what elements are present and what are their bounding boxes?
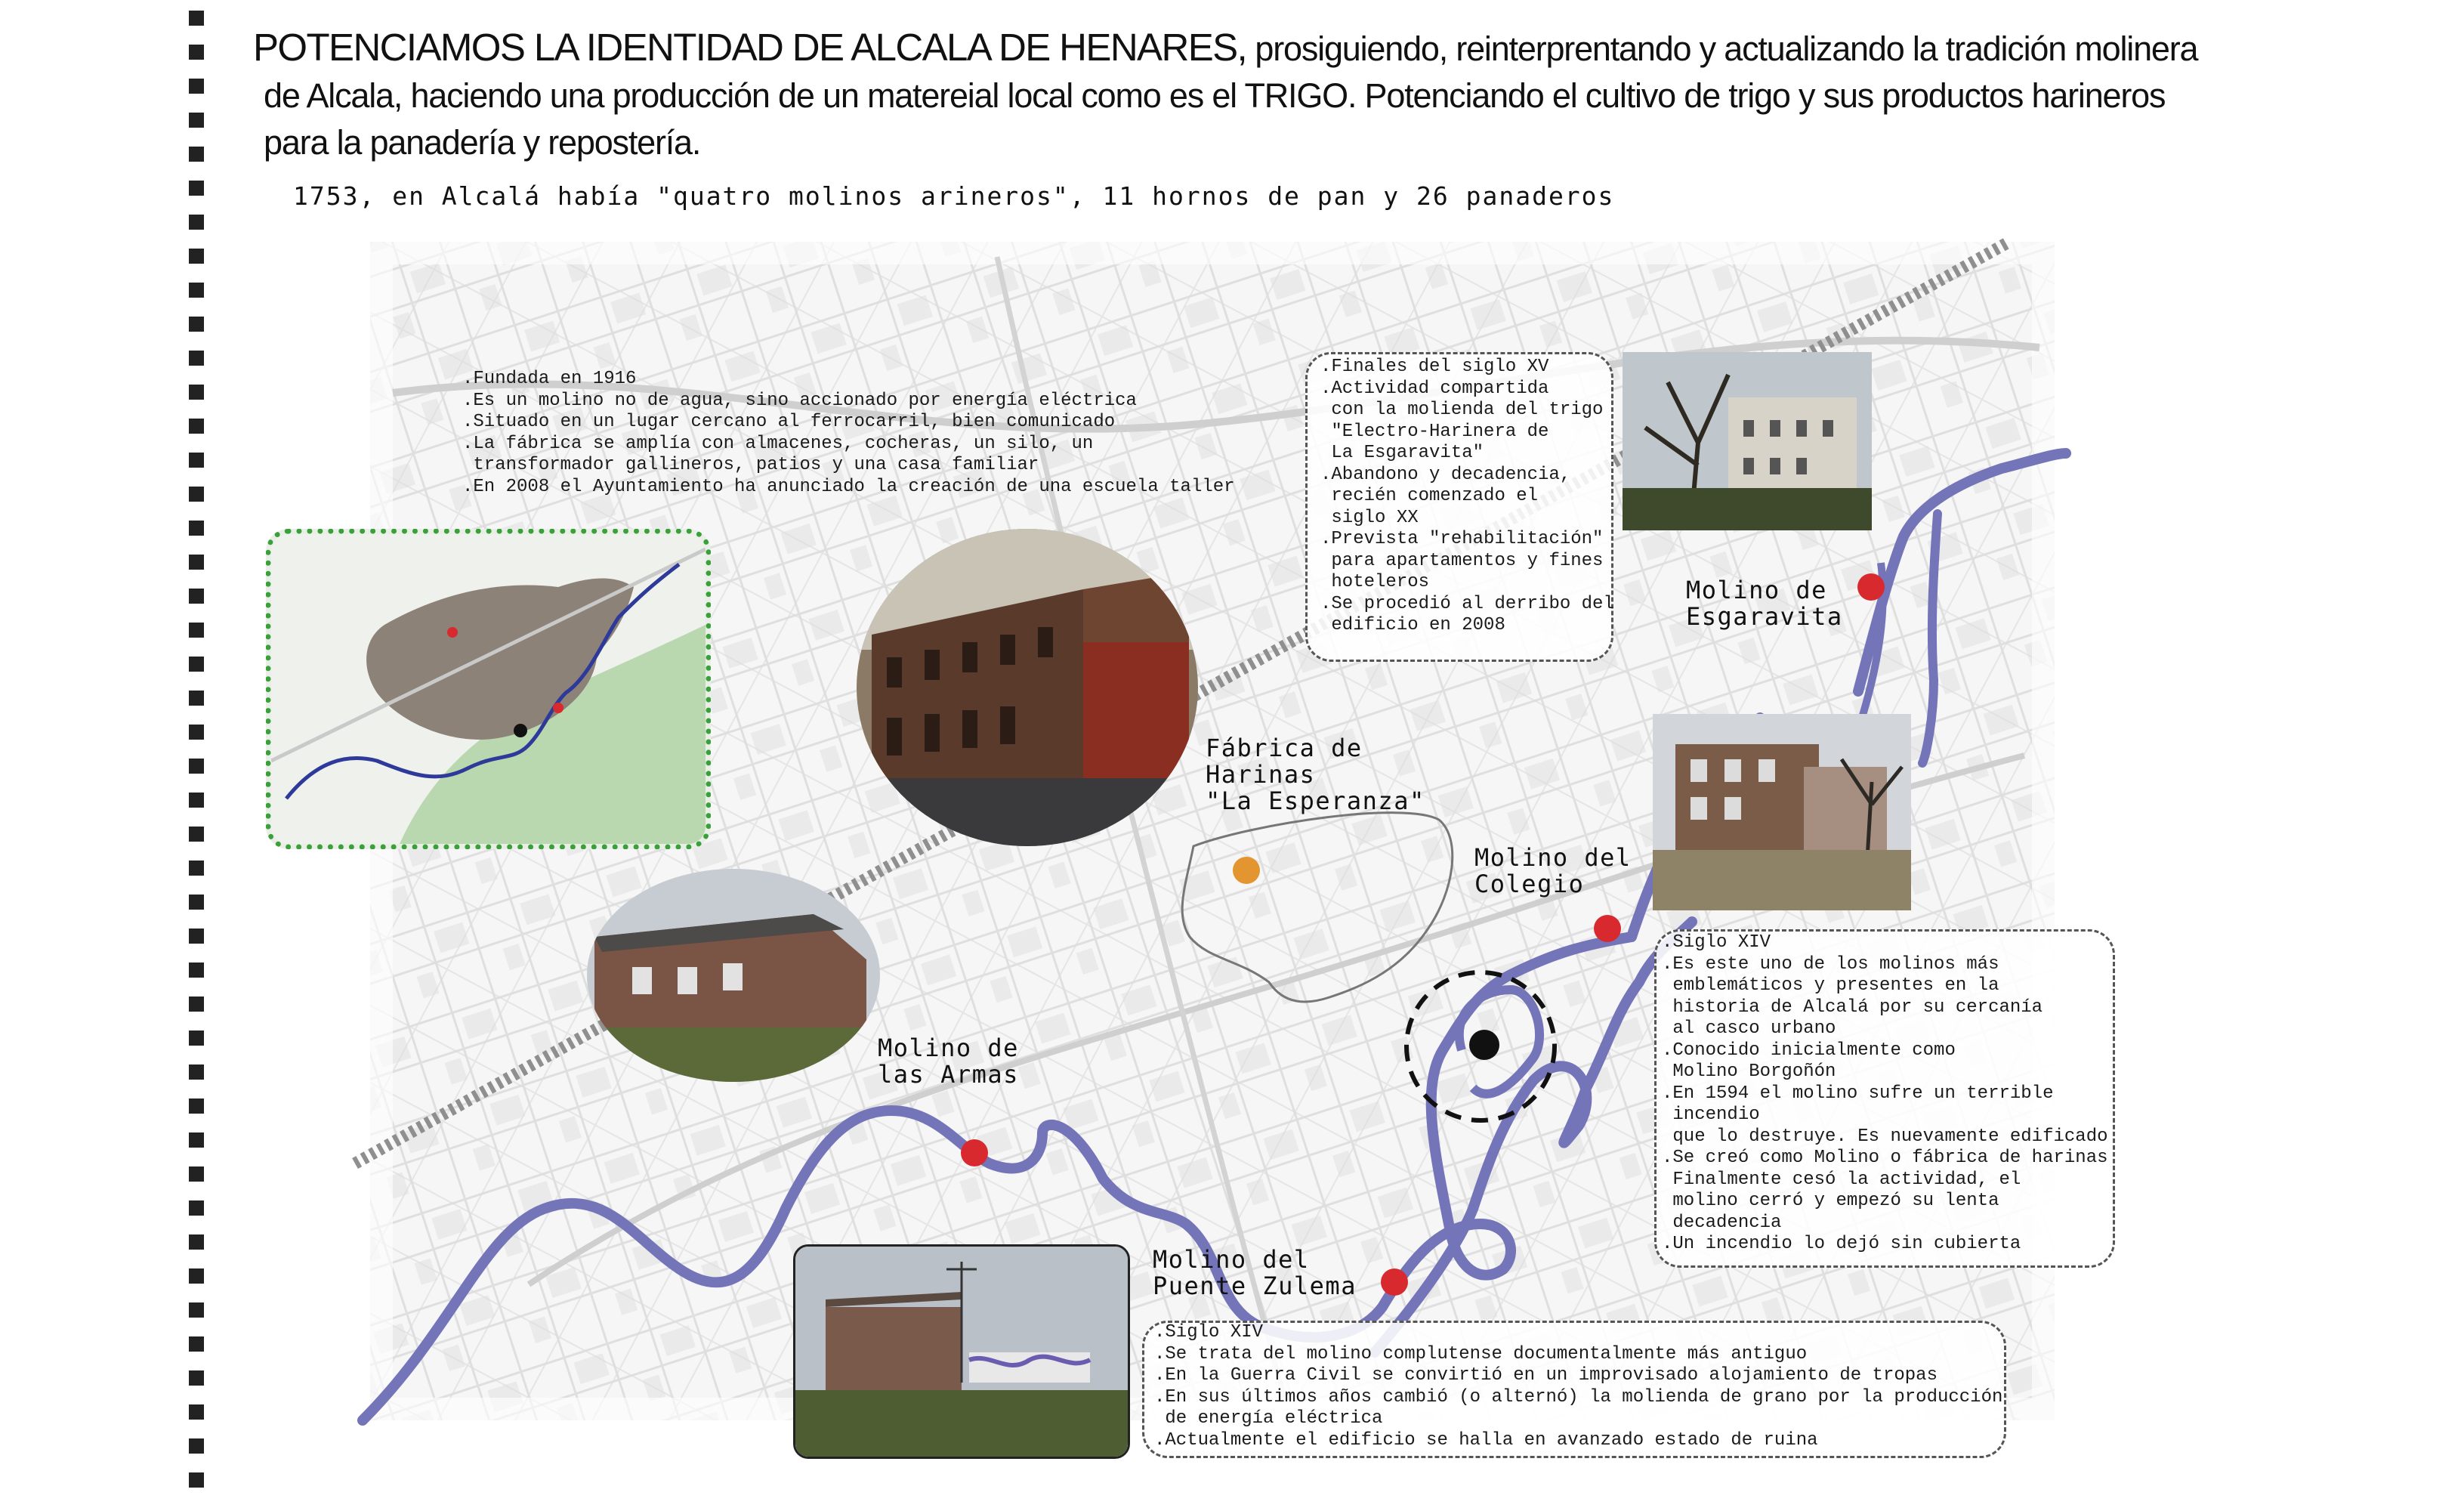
label-molino-armas: Molino de las Armas <box>878 1034 1019 1089</box>
note-molino-zulema: .Siglo XIV .Se trata del molino complutense documentalmente más antiguo .En la Guerra Civil se convirtió en un improvisado alojamiento de tropas .En sus últimos años cambió (o alternó) la molienda de grano por la producción de energía eléctrica .Actualmente el edificio se halla en avanzado estado de ruina <box>1154 1322 2003 1451</box>
headline-rest: prosiguiendo, reinterprentando y actualizando la tradición molinera <box>1255 29 2198 68</box>
headline-line2: de Alcala, haciendo una producción de un matereial local como es el TRIGO. Potenciando el cultivo de trigo y sus productos harineros <box>264 76 2166 115</box>
historic-center-marker-icon[interactable] <box>1469 1030 1499 1060</box>
note-molino-esgaravita: .Finales del siglo XV .Actividad compartida con la molienda del trigo "Electro-Harinera de La Esgaravita" .Abandono y decadencia, recién comenzado el siglo XX .Prevista "rehabilitación" para apartamentos y fines hoteleros .Se procedió al derribo del edificio en 2008 <box>1320 357 1614 635</box>
overview-map-graphic <box>271 534 706 844</box>
note-fabrica-esperanza: .Fundada en 1916 .Es un molino no de agua, sino accionado por energía eléctrica .Situado en un lugar cercano al ferrocarril, bien comunicado .La fábrica se amplía con almacenes, cocheras, un silo, un transformador gallineros, patios y una casa familiar .En 2008 el Ayuntamiento ha anunciado la creación de una escuela taller <box>462 369 1235 497</box>
mill-marker-icon[interactable] <box>1381 1268 1408 1296</box>
label-molino-esgaravita: Molino de Esgaravita <box>1686 576 1843 631</box>
mill-marker-icon[interactable] <box>1857 573 1885 601</box>
photo-molino-armas[interactable] <box>587 869 880 1082</box>
mill-marker-icon[interactable] <box>961 1139 988 1166</box>
label-fabrica-harinas: Fábrica de Harinas "La Esperanza" <box>1206 734 1425 815</box>
photo-molino-colegio[interactable] <box>1653 714 1911 910</box>
headline-line3: para la panadería y repostería. <box>264 123 701 162</box>
note-molino-colegio: .Siglo XIV .Es este uno de los molinos más emblemáticos y presentes en la historia de Alcalá por su cercanía al casco urbano .Conocido inicialmente como Molino Borgoñón .En 1594 el molino sufre un terrible incendio que lo destruye. Es nuevamente edificado .Se creó como Molino o fábrica de harinas Finalmente cesó la actividad, el molino cerró y empezó su lenta decadencia .Un incendio lo dejó sin cubierta <box>1662 932 2108 1254</box>
photo-fabrica-harinas[interactable] <box>857 529 1198 846</box>
mill-marker-icon[interactable] <box>1594 915 1621 942</box>
factory-marker-icon[interactable] <box>1233 857 1260 884</box>
label-molino-puente-zulema: Molino del Puente Zulema <box>1153 1245 1357 1300</box>
photo-molino-puente-zulema[interactable] <box>793 1244 1130 1459</box>
subtitle: 1753, en Alcalá había "quatro molinos arineros", 11 hornos de pan y 26 panaderos <box>293 181 1615 211</box>
headline-caps: POTENCIAMOS LA IDENTIDAD DE ALCALA DE HENARES, <box>253 26 1247 69</box>
headline <box>253 24 2217 166</box>
photo-molino-esgaravita[interactable] <box>1623 352 1872 530</box>
label-molino-colegio: Molino del Colegio <box>1474 843 1632 898</box>
overview-inset-map[interactable] <box>266 529 711 849</box>
